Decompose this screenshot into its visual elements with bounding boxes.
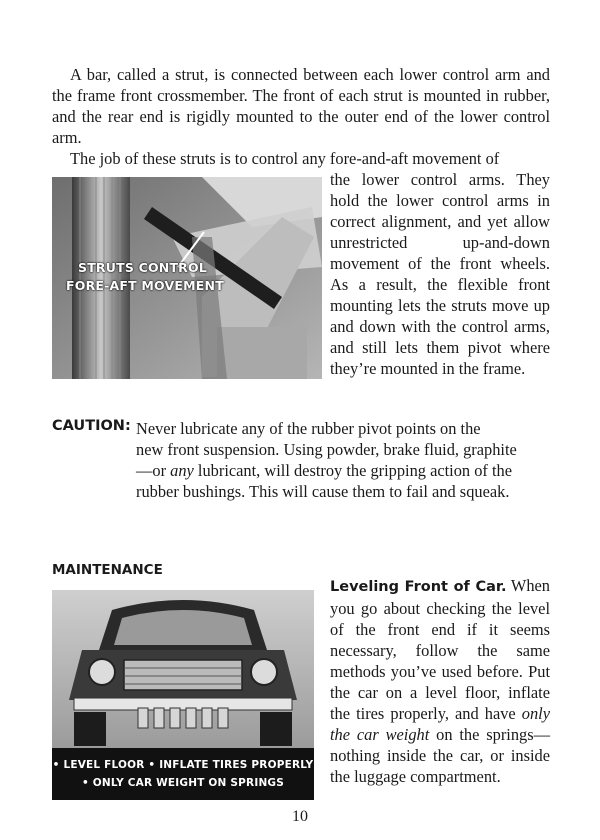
caution-line-3-b: lubricant, will destroy the gripping action of the [193,461,513,480]
struts-photo [52,177,322,379]
photo-label-line1: STRUTS CONTROL [78,260,207,275]
caution-text [136,418,550,502]
leveling-text-b: on the springs—nothing inside the car, or inside the luggage compartment. [330,725,550,786]
caution-line-3 [136,460,550,481]
leveling-text-a: When you go about checking the level of the front end if it seems necessary, follow the same methods you’ve used before. Put the car on a level floor, inflate the tires properly, and have [330,576,551,723]
leveling-text-em: only the car weight [330,704,550,744]
car-photo-caption [52,748,314,800]
caution-line-3-a: —or [136,461,171,480]
caution-label: CAUTION: [52,418,131,434]
struts-paragraph-wrap: the lower control arms. They hold the lower control arms in correct alignment, and yet allow unrestricted up-and-down movement of the front wheels. As a result, the flexible front mounting lets the struts move up and down with the control arms, and still lets them pivot where they’re mounted in the frame. [330,170,550,378]
caption-line-2: • ONLY CAR WEIGHT ON SPRINGS [81,777,285,789]
leveling-paragraph [330,575,550,787]
leveling-subheading: Leveling Front of Car. [330,579,507,595]
car-front-photo [52,590,314,800]
caution-line-4: rubber bushings. This will cause them to fail and squeak. [136,482,510,501]
caution-line-3-em: any [170,461,194,480]
photo-label-line2: FORE-AFT MOVEMENT [66,278,224,293]
caution-line-2: new front suspension. Using powder, brake fluid, graphite [136,440,517,459]
page-number: 10 [292,808,308,825]
struts-paragraph-first-line: The job of these struts is to control any fore-and-aft movement of [70,149,500,168]
intro-paragraph: A bar, called a strut, is connected between each lower control arm and the frame front crossmember. The front of each strut is mounted in rubber, and the rear end is rigidly mounted to the outer end of the lower control arm. [52,65,550,147]
caution-line-1: Never lubricate any of the rubber pivot points on the [136,419,481,438]
maintenance-heading: MAINTENANCE [52,562,163,578]
caption-line-1: • LEVEL FLOOR • INFLATE TIRES PROPERLY [52,759,314,771]
